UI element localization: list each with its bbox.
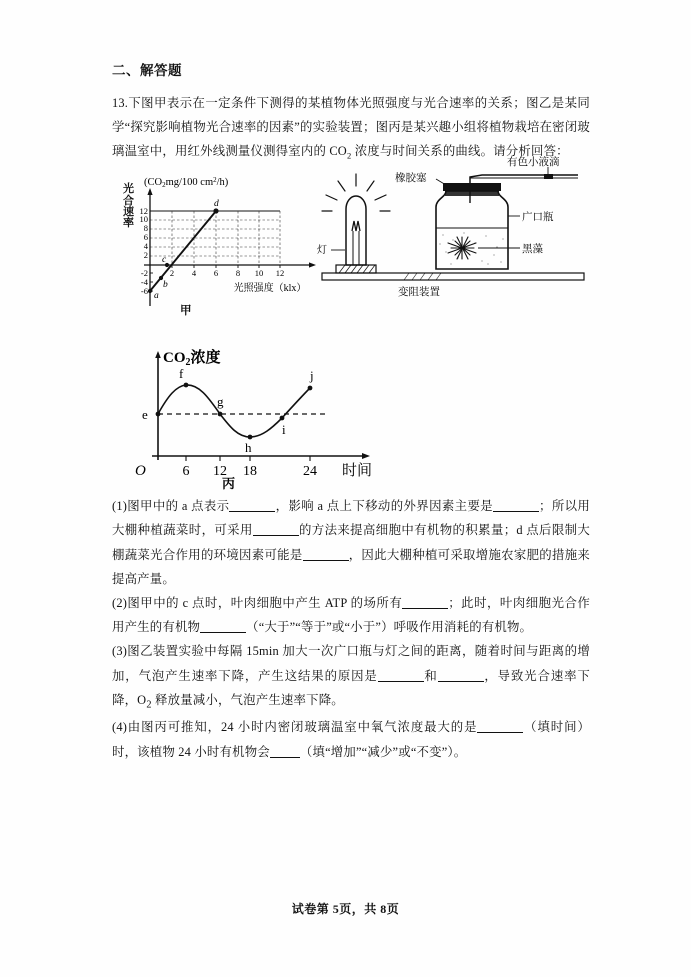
svg-text:8: 8 bbox=[235, 268, 241, 279]
svg-text:g: g bbox=[217, 394, 224, 410]
q3-run-0: (3)图乙装置实验中每隔 15min 加大一次广口瓶与灯之间的距离，随着时间与距离的增加，气泡产生速率下降，产生这结果的原因是 bbox=[112, 644, 590, 683]
svg-text:h: h bbox=[245, 440, 252, 456]
bench-board bbox=[322, 273, 584, 280]
svg-text:6: 6 bbox=[213, 268, 219, 279]
lamp-rays-icon bbox=[322, 174, 390, 211]
jia-y-axis-label: 光合速率 bbox=[123, 183, 134, 229]
q2-text bbox=[112, 596, 590, 634]
section-heading: 二、解答题 bbox=[112, 63, 182, 78]
rubber-stopper-label: 橡胶塞 bbox=[395, 173, 427, 185]
droplet-label: 有色小液滴 bbox=[507, 157, 560, 169]
question-2 bbox=[112, 591, 590, 639]
jia-y-arrow bbox=[147, 188, 152, 195]
svg-text:i: i bbox=[282, 422, 286, 438]
q1-run-2: ，影响 a 点上下移动的外界因素主要是 bbox=[275, 499, 494, 514]
page-content bbox=[112, 62, 590, 764]
figure-yi bbox=[312, 157, 602, 319]
q1-answer-blank-7[interactable] bbox=[303, 547, 349, 560]
svg-text:2: 2 bbox=[169, 268, 175, 279]
bing-x-axis-label: 时间 bbox=[342, 463, 373, 480]
q2-run-4: （“大于”“等于”或“小于”）呼吸作用消耗的有机物。 bbox=[246, 620, 533, 635]
bottle-label: 广口瓶 bbox=[522, 212, 554, 224]
q4-answer-blank-1[interactable] bbox=[477, 720, 523, 733]
q1-answer-blank-3[interactable] bbox=[493, 499, 539, 512]
jia-chart-svg bbox=[122, 174, 322, 314]
q4-run-4: （填“增加”“减少”或“不变”）。 bbox=[299, 744, 467, 759]
yi-apparatus-svg bbox=[312, 157, 602, 319]
jia-caption: 甲 bbox=[180, 305, 192, 318]
svg-text:6: 6 bbox=[143, 232, 148, 243]
q4-text bbox=[112, 720, 590, 758]
rubber-stopper-icon bbox=[443, 183, 501, 191]
stopper-collar-icon bbox=[445, 191, 499, 196]
q2-run-0: (2)图甲中的 c 点时，叶肉细胞中产生 ATP 的场所有 bbox=[112, 596, 403, 611]
question-1 bbox=[112, 494, 590, 591]
stopper-leader-line bbox=[436, 179, 446, 185]
svg-text:j: j bbox=[310, 368, 314, 384]
svg-text:6: 6 bbox=[182, 464, 190, 480]
q1-run-0: (1)图甲中的 a 点表示 bbox=[112, 499, 230, 514]
lamp-label: 灯 bbox=[317, 245, 327, 257]
colored-droplet-icon bbox=[544, 174, 553, 179]
svg-text:12: 12 bbox=[275, 268, 285, 279]
bing-y-axis-label: $CO_2$浓度 bbox=[163, 350, 221, 369]
bing-y-arrow bbox=[155, 351, 161, 358]
svg-text:c: c bbox=[162, 255, 167, 266]
question-stem bbox=[112, 91, 590, 164]
q3-run-2: 和 bbox=[423, 668, 438, 683]
bottle-body-icon bbox=[436, 207, 508, 269]
lamp-base-hatch bbox=[339, 265, 375, 273]
q4-run-0: (4)由图丙可推知，24 小时内密闭玻璃温室中氧气浓度最大的是 bbox=[112, 720, 478, 735]
jia-unit-title: (CO2mg/100 $cm^2/h$) bbox=[144, 176, 229, 190]
q3-text bbox=[112, 644, 590, 711]
jia-y-ticklabels bbox=[140, 206, 149, 296]
bing-origin-label: O bbox=[135, 463, 146, 480]
svg-text:12: 12 bbox=[139, 206, 148, 217]
capillary-tube-icon bbox=[470, 175, 578, 183]
bing-x-arrow bbox=[362, 453, 370, 459]
bing-curve bbox=[158, 385, 310, 437]
questions-container bbox=[112, 494, 590, 763]
figure-bing bbox=[110, 338, 430, 492]
q2-answer-blank-1[interactable] bbox=[402, 596, 448, 609]
svg-text:d: d bbox=[214, 199, 219, 210]
bing-caption: 丙 bbox=[222, 476, 236, 492]
q1-run-8: ，因此大棚种植可采取增施农家肥的措施来提高产量。 bbox=[112, 547, 590, 586]
rheostat-label: 变阻装置 bbox=[398, 287, 440, 299]
bing-x-ticklabels bbox=[183, 464, 318, 479]
svg-text:-4: -4 bbox=[140, 277, 148, 288]
q1-run-6: 的方法来提高细胞中有机物的积累量；d 点后限制大棚蔬菜光合作用的环境因素可能是 bbox=[112, 523, 591, 562]
question-number: 13. bbox=[112, 95, 129, 110]
svg-text:4: 4 bbox=[191, 268, 197, 279]
question-4 bbox=[112, 715, 590, 763]
svg-text:2: 2 bbox=[143, 250, 148, 261]
svg-text:8: 8 bbox=[143, 223, 148, 234]
svg-text:10: 10 bbox=[139, 214, 148, 225]
q4-answer-blank-3[interactable] bbox=[270, 744, 300, 757]
svg-text:f: f bbox=[179, 366, 184, 382]
q4-run-2: （填时间）时，该植物 24 小时有机物会 bbox=[112, 720, 591, 759]
figures-row bbox=[112, 157, 590, 324]
algae-label: 黑藻 bbox=[522, 244, 543, 256]
svg-text:e: e bbox=[142, 407, 148, 423]
svg-text:-6: -6 bbox=[140, 286, 148, 297]
q2-run-2: ；此时，叶肉细胞光合作用产生的有机物 bbox=[112, 596, 590, 635]
capillary-tube-inner bbox=[470, 178, 578, 181]
q3-answer-blank-3[interactable] bbox=[438, 668, 484, 681]
bench-hatch bbox=[404, 273, 441, 280]
jia-x-axis-label: 光照强度（klx） bbox=[233, 283, 307, 295]
q1-answer-blank-5[interactable] bbox=[253, 523, 299, 536]
svg-text:-2: -2 bbox=[140, 268, 148, 279]
svg-text:18: 18 bbox=[243, 464, 257, 480]
q3-run-4: ，导致光合速率下降，$O_2$ 释放量减小，气泡产生速率下降。 bbox=[112, 668, 590, 711]
svg-text:4: 4 bbox=[143, 241, 148, 252]
q3-answer-blank-1[interactable] bbox=[378, 668, 424, 681]
lamp-filament-icon bbox=[352, 221, 360, 231]
svg-text:a: a bbox=[154, 291, 159, 302]
q1-answer-blank-1[interactable] bbox=[229, 499, 275, 512]
svg-text:10: 10 bbox=[254, 268, 264, 279]
page-footer: 试卷第 5页，共 8页 bbox=[291, 902, 400, 916]
figure-jia bbox=[122, 174, 322, 318]
question-stem-text: 下图甲表示在一定条件下测得的某植物体光照强度与光合速率的关系；图乙是某同学“探究影响植物光合速率的因素”的实验装置；图丙是某兴趣小组将植物栽培在密闭玻璃温室中，用红外线测量仪测得室内的 $CO_2$ 浓度与时间关系的曲线。请分析回答： bbox=[112, 95, 590, 161]
bing-chart-svg bbox=[110, 338, 430, 492]
svg-text:12: 12 bbox=[213, 464, 227, 480]
jia-gridlines-h bbox=[150, 220, 280, 256]
q2-answer-blank-3[interactable] bbox=[200, 620, 246, 633]
algae-icon bbox=[448, 237, 476, 259]
q1-text bbox=[112, 499, 590, 586]
q1-run-4: ；所以用大棚种植蔬菜时，可采用 bbox=[112, 499, 590, 538]
svg-text:b: b bbox=[163, 280, 168, 291]
jia-point-labels bbox=[154, 199, 219, 301]
svg-text:24: 24 bbox=[303, 464, 317, 480]
question-3 bbox=[112, 639, 590, 715]
jia-x-ticklabels bbox=[170, 268, 284, 278]
